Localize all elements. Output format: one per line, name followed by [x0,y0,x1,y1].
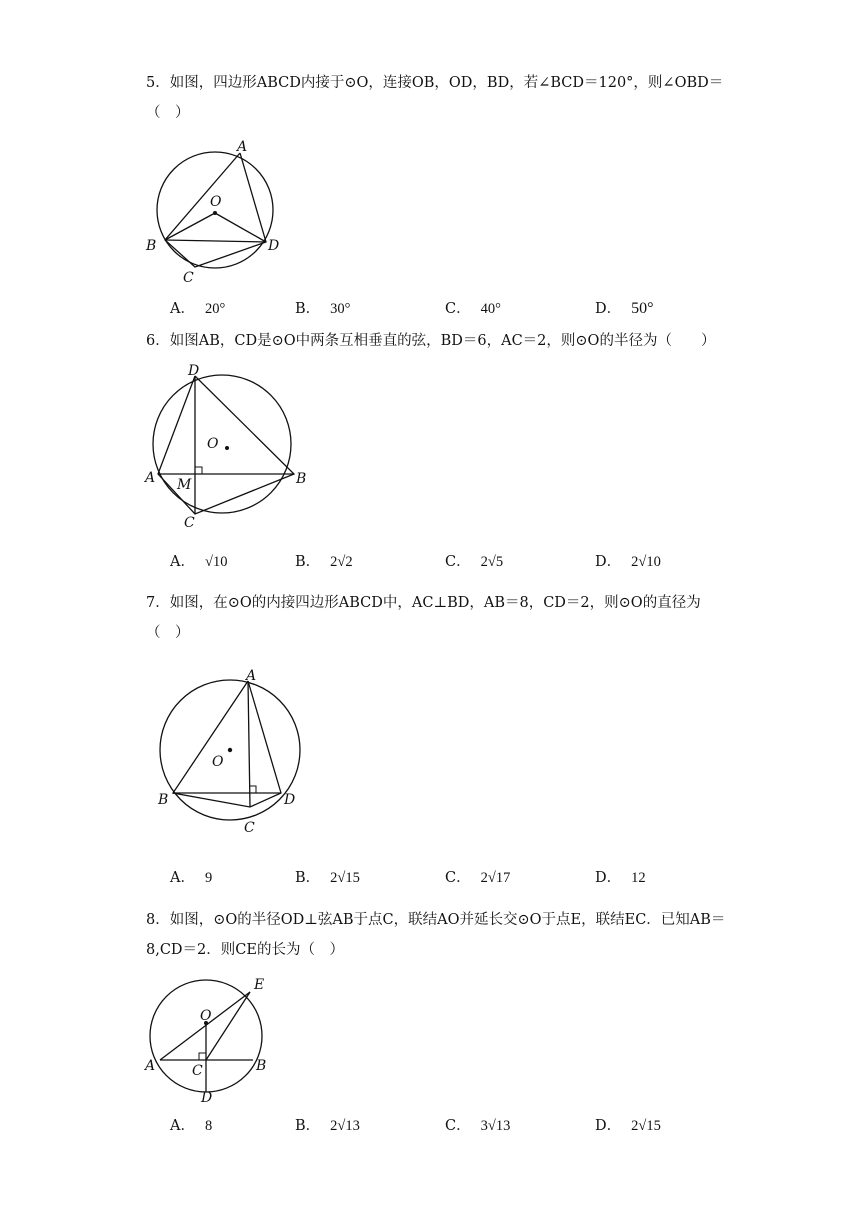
q5-option-c[interactable]: C． 40° [445,301,501,317]
q7-label-d: D [284,792,296,808]
q5-label-c: C [183,270,194,286]
q6-option-c[interactable]: C． 2√5 [445,554,504,570]
question-5-figure [140,136,290,286]
q6-option-b[interactable]: B． 2√2 [295,554,353,570]
question-6-figure [140,362,315,532]
q7-option-c[interactable]: C． 2√17 [445,870,511,886]
q6-label-m: M [177,477,192,493]
q5-label-o: O [210,194,222,210]
q8-label-e: E [254,977,265,993]
q7-option-a[interactable]: A． 9 [170,870,213,886]
question-8-figure [140,974,280,1106]
q8-label-b: B [256,1058,267,1074]
question-8-options [170,1114,730,1138]
question-6-options [170,550,730,574]
question-7-stem: 7．如图，在⊙O的内接四边形ABCD中，AC⊥BD，AB＝8，CD＝2，则⊙O的直径为（ ） [146,595,701,641]
q8-option-d[interactable]: D． 2√15 [595,1118,661,1134]
question-8-stem: 8．如图，⊙O的半径OD⊥弦AB于点C，联结AO并延长交⊙O于点E，联结EC．已知AB＝8,CD＝2．则CE的长为（ ） [146,912,726,958]
q8-option-b[interactable]: B． 2√13 [295,1118,360,1134]
question-6-stem: 6．如图AB，CD是⊙O中两条互相垂直的弦，BD＝6，AC＝2，则⊙O的半径为（ ） [146,333,716,349]
q5-option-b[interactable]: B． 30° [295,301,351,317]
q6-label-a: A [145,470,156,486]
q8-label-c: C [192,1063,203,1079]
q8-option-a[interactable]: A． 8 [170,1118,213,1134]
question-6 [146,326,726,356]
q6-label-o: O [207,436,219,452]
q7-label-a: A [246,668,257,684]
q8-option-c[interactable]: C． 3√13 [445,1118,511,1134]
q5-option-a[interactable]: A． 20° [170,301,226,317]
q8-label-d: D [201,1090,213,1106]
q6-label-c: C [184,515,195,531]
question-8 [146,905,726,965]
q6-option-a[interactable]: A． √10 [170,554,228,570]
q7-label-b: B [158,792,169,808]
q5-label-d: D [268,238,280,254]
q6-label-b: B [296,471,307,487]
q7-option-b[interactable]: B． 2√15 [295,870,360,886]
q8-label-o: O [200,1008,212,1024]
q7-label-o: O [212,754,224,770]
q5-label-b: B [146,238,157,254]
q6-option-d[interactable]: D． 2√10 [595,554,661,570]
q5-label-a: A [237,139,248,155]
question-7-figure [150,666,320,838]
question-7-options [170,866,730,890]
q6-label-d: D [188,363,200,379]
question-5-stem: 5．如图，四边形ABCD内接于⊙O，连接OB，OD，BD，若∠BCD＝120°，则∠OBD＝（ ） [146,75,724,121]
q7-label-c: C [244,820,255,836]
question-7 [146,588,726,648]
q7-option-d[interactable]: D． 12 [595,870,646,886]
question-5-options [170,297,730,321]
q8-label-a: A [145,1058,156,1074]
q5-option-d[interactable]: D． 50° [595,300,654,317]
question-5 [146,68,726,128]
